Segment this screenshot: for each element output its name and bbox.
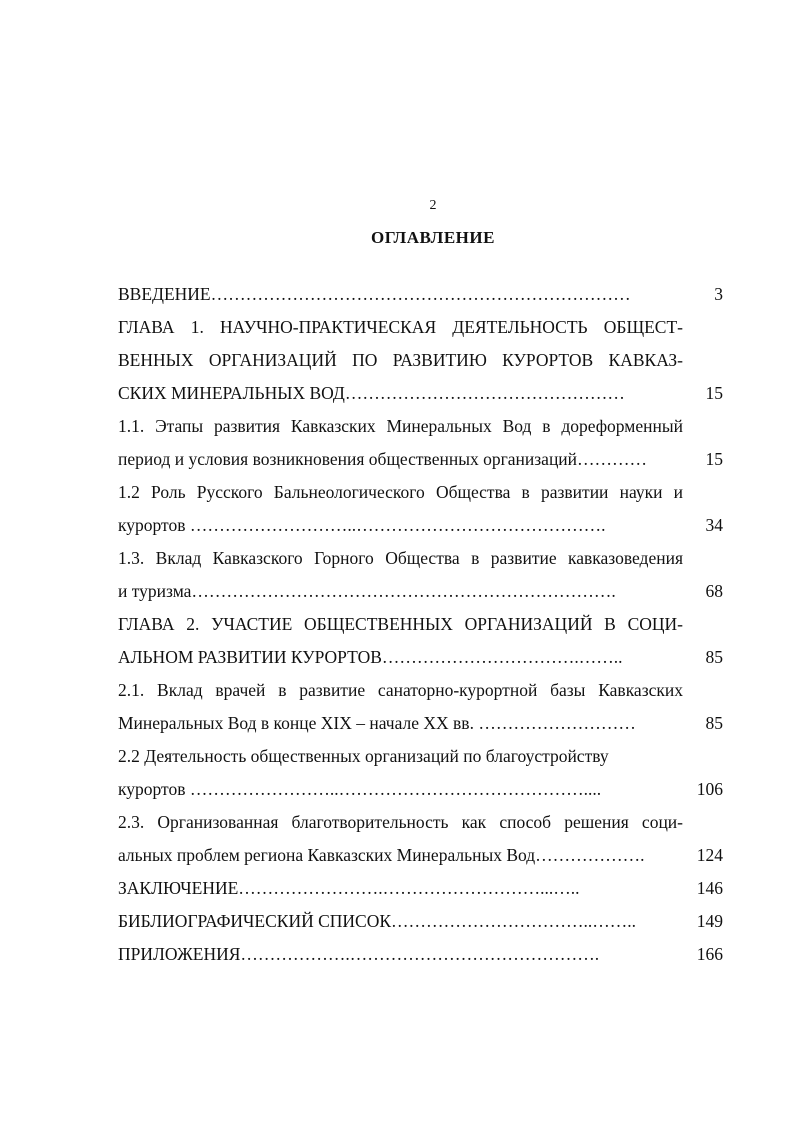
toc-entry-text: курортов ………………………..……………………………………. <box>118 515 606 535</box>
toc-entry-text: Минеральных Вод в конце XIX – начале XX вв. ……………………… <box>118 713 636 733</box>
toc-line <box>118 479 723 512</box>
toc-line <box>118 314 723 347</box>
toc-entry-text: ВЕННЫХ ОРГАНИЗАЦИЙ ПО РАЗВИТИЮ КУРОРТОВ КАВКАЗ- <box>118 350 683 370</box>
toc-page-number: 124 <box>696 845 723 865</box>
toc-title: ОГЛАВЛЕНИЕ <box>371 228 495 247</box>
toc-line <box>118 380 723 413</box>
toc-line <box>118 644 723 677</box>
toc-entry-text: курортов ……………………..…………………………………….... <box>118 779 602 799</box>
toc-entry-text: ГЛАВА 1. НАУЧНО-ПРАКТИЧЕСКАЯ ДЕЯТЕЛЬНОСТЬ ОБЩЕСТ- <box>118 317 683 337</box>
toc-entry-text: ВВЕДЕНИЕ……………………………………………………………… <box>118 284 631 304</box>
toc-page-number: 3 <box>714 284 723 304</box>
toc-line <box>118 578 723 611</box>
toc-page-number: 146 <box>696 878 723 898</box>
toc-line <box>118 446 723 479</box>
toc-line <box>118 611 723 644</box>
toc-page-number: 106 <box>696 779 723 799</box>
toc-line <box>118 776 723 809</box>
toc-line <box>118 908 723 941</box>
toc-line <box>118 545 723 578</box>
toc-entry-text: ГЛАВА 2. УЧАСТИЕ ОБЩЕСТВЕННЫХ ОРГАНИЗАЦИЙ В СОЦИ- <box>118 614 683 634</box>
toc-line <box>118 809 723 842</box>
toc-line <box>118 677 723 710</box>
toc-line <box>118 842 723 875</box>
toc-line <box>118 347 723 380</box>
toc-page-number: 166 <box>696 944 723 964</box>
page-number: 2 <box>429 198 437 213</box>
toc-entry-text: БИБЛИОГРАФИЧЕСКИЙ СПИСОК……………………………..…….. <box>118 911 637 931</box>
toc-page-number: 149 <box>696 911 723 931</box>
toc-line <box>118 512 723 545</box>
toc-entry-text: СКИХ МИНЕРАЛЬНЫХ ВОД………………………………………… <box>118 383 625 403</box>
toc-line <box>118 281 723 314</box>
toc-page-number: 85 <box>705 647 723 667</box>
toc-page-number: 34 <box>705 515 723 535</box>
toc-line <box>118 875 723 908</box>
toc-entry-text: 2.2 Деятельность общественных организаций по благоустройству <box>118 746 609 766</box>
toc-entry-text: АЛЬНОМ РАЗВИТИИ КУРОРТОВ…………………………….…….. <box>118 647 623 667</box>
toc-line <box>118 941 723 974</box>
toc-entry-text: 2.3. Организованная благотворительность как способ решения соци- <box>118 812 683 832</box>
toc-line <box>118 743 723 776</box>
toc-entry-text: 1.1. Этапы развития Кавказских Минеральных Вод в дореформенный <box>118 416 683 436</box>
toc-page-number: 15 <box>705 449 723 469</box>
toc-line <box>118 413 723 446</box>
toc-entry-text: 2.1. Вклад врачей в развитие санаторно-курортной базы Кавказских <box>118 680 683 700</box>
toc-entry-text: 1.2 Роль Русского Бальнеологического Общества в развитии науки и <box>118 482 683 502</box>
toc-entry-text: и туризма………………………………………………………………. <box>118 581 616 601</box>
toc-entry-text: альных проблем региона Кавказских Минеральных Вод………………. <box>118 845 645 865</box>
toc-line <box>118 710 723 743</box>
toc-page-number: 85 <box>705 713 723 733</box>
toc-entry-text: период и условия возникновения общественных организаций………… <box>118 449 648 469</box>
toc-entry-text: 1.3. Вклад Кавказского Горного Общества в развитие кавказоведения <box>118 548 683 568</box>
toc-entry-text: ЗАКЛЮЧЕНИЕ…………………….………………………...….. <box>118 878 580 898</box>
table-of-contents <box>118 281 723 974</box>
toc-page-number: 68 <box>705 581 723 601</box>
toc-entry-text: ПРИЛОЖЕНИЯ……………….……………………………………. <box>118 944 600 964</box>
toc-page-number: 15 <box>705 383 723 403</box>
